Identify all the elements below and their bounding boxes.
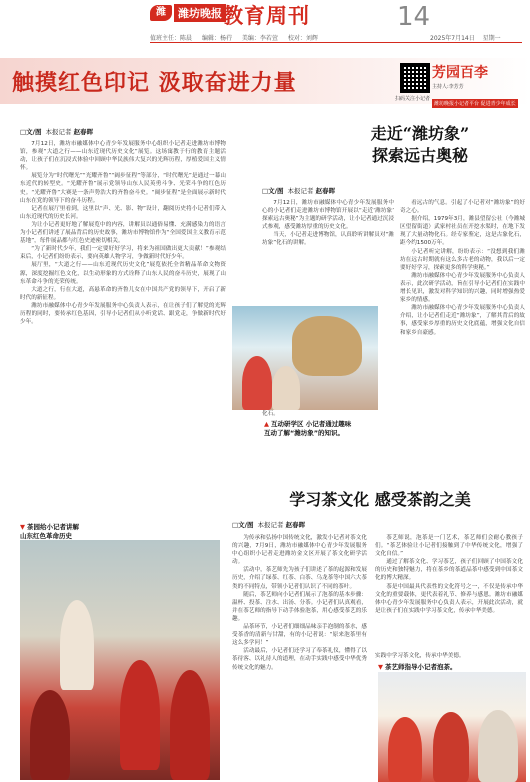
article3-paragraph: 通过了解茶文化、学习茶艺，孩子们回顾了中国茶文化的历史和独特魅力，将在茶乡的茶道品茶中感受到中国茶文化的博大精深。 <box>375 559 523 582</box>
article3-paragraph: 茶是中国最具代表性的文化符号之一，不仅是传承中华文化的重要载体，更代表着礼节、修养与感恩。潍坊市融媒体中心青少年发展服务中心负责人表示，开展此次活动，就是让孩子们在实践中学习茶文化，传承中华美德。 <box>375 583 523 614</box>
byline-reporter: 本报记者 <box>257 521 284 529</box>
credit-proofreader: 校对：刘辉 <box>287 35 318 42</box>
byline-reporter: 本报记者 <box>287 187 314 195</box>
byline-name: 赵春晖 <box>73 128 94 136</box>
article2-title <box>325 123 515 167</box>
newspaper-name: 潍坊晚报 <box>174 4 226 22</box>
qr-code-icon[interactable] <box>400 63 430 93</box>
article2-paragraph: 看远古的气息。引起了小记者对“潍坊象”的好奇之心。 <box>400 200 525 215</box>
byline-reporter: 本报记者 <box>45 128 72 136</box>
caption-triangle-icon: ▲ <box>264 420 269 428</box>
article2-body-tail: 化石。 <box>262 411 279 416</box>
caption-triangle-icon: ▼ <box>20 523 25 531</box>
page-number: 14 <box>397 2 431 32</box>
photo-museum-guide <box>20 540 220 780</box>
photo-tea-class <box>378 672 526 782</box>
byline-prefix: □文/图 <box>262 187 284 195</box>
photo1-caption-line2: 山东红色革命历史 <box>20 532 72 540</box>
article2-paragraph: 7月12日，潍坊市融媒体中心青少年发展服务中心的小记者们走进潍坊市博物馆开展以“走近‘潍坊象’ 探索远古奥秘”为主题的研学活动，让小记者通过沉浸式参观，感受潍坊厚重的历史文化。 <box>262 200 394 231</box>
credit-editor: 编辑：杨荇 <box>201 35 232 42</box>
photo2-caption <box>264 420 351 438</box>
byline-name: 赵春晖 <box>315 187 336 195</box>
newspaper-logo-icon: 潍 <box>150 5 172 21</box>
photo-elephant-fossil <box>232 306 378 410</box>
article1-paragraph: 展厅里，“大道之行——山东近现代历史文化”展览依托全省精品革命文物资源，深度挖掘红色文化，以生动形象的方式诠释了山东人民的奋斗历史，展现了山东革命斗争的光荣传统。 <box>20 262 226 285</box>
article3-paragraph: 品茶环节，小记者们细细品味亲手泡制的茶水，感受茶香的清新与甘甜，有的小记者说：“原来泡茶里有这么多学问！” <box>232 624 367 647</box>
article1-paragraph: “为了新时代少年，我们一定要好好学习，将来为祖国做出更大贡献！”参观结束后，小记者们纷纷表示，要向英雄人物学习，争做新时代好少年。 <box>20 246 226 261</box>
photo-fossil <box>292 316 362 376</box>
article3-body-col2 <box>375 534 523 652</box>
article2-title-line2: 探索远古奥秘 <box>371 146 468 165</box>
masthead <box>0 0 530 44</box>
photo1-caption <box>20 523 79 541</box>
promo-host: 主持人:李芳芳 <box>432 84 464 90</box>
article2-byline <box>262 186 339 195</box>
section-title: 教育周刊 <box>222 3 310 28</box>
article2-title-line1: 走近“潍坊象” <box>370 124 470 143</box>
article3-paragraph: 活动最后，小记者们还学习了奉茶礼仪，懂得了以茶待客、以礼待人的道理，在动手实践中感受中华优秀传统文化的魅力。 <box>232 648 367 671</box>
article1-paragraph: 大道之行，行在大道，高悬革命的齐鲁儿女在中国共产党的领导下，开启了新时代的新征程。 <box>20 286 226 301</box>
article3-paragraph: 随后，茶艺师向小记者们展示了泡茶的基本步骤：温杯、投茶、注水、出汤、分茶。小记者们认真观看，并在茶艺师的指导下动手体验泡茶，用心感受茶艺的乐趣。 <box>232 591 367 622</box>
dateline <box>430 33 507 42</box>
photo-figure <box>478 710 518 782</box>
photo-figure <box>120 660 160 770</box>
promo-tagline: 潍坊晚报小记者平台 促进青少年成长 <box>434 101 516 107</box>
article1-body <box>20 140 226 520</box>
newspaper-brand <box>150 4 226 22</box>
article2-paragraph: 据介绍，1979年3月，潍县望留公社（今潍城区望留街道）武家村社员在开挖水渠时，在地下发现了大量动物化石。经专家鉴定，这是古象化石，距今约1500万年。 <box>400 216 525 247</box>
article1-paragraph: 展览分为“时代曙光”“光耀齐鲁”“阔步征程”等部分，“时代曙光”是通过一幕山东近代的转型史。“光耀齐鲁”展示党领导山东人民英勇斗争、光荣斗争的红色历史。“光耀齐鲁”大赛是一条声势浩大的齐鲁奋斗史。“阔步征程”是全面展示新时代山东在党的领导下的奋斗历程。 <box>20 173 226 204</box>
byline-name: 赵春晖 <box>285 521 306 529</box>
article1-paragraph: 为让小记者更好地了解展览中的内容，讲解员以通俗易懂、充满感染力的语言为小记者们讲述了展品背后的历史故事，潍坊市博物馆作为“全国爱国主义教育示范基地”，每件展品都与红色史迹密切相关。 <box>20 221 226 245</box>
byline-prefix: □文/图 <box>232 521 254 529</box>
photo-figure <box>272 366 300 410</box>
photo-figure <box>433 712 469 782</box>
photo-figure <box>242 356 272 410</box>
article1-paragraph: 潍坊市融媒体中心青少年发展服务中心负责人表示，在让孩子们了解党的光辉历程的同时，要传承红色基因，引导小记者们从小听党话、跟党走，争做新时代好少年。 <box>20 302 226 326</box>
issue-weekday: 星期一 <box>482 35 501 42</box>
article2-paragraph: 潍坊市融媒体中心青少年发展服务中心负责人介绍，让小记者们走近“潍坊象”，了解其背后的故事，感受家乡厚重的历史文化底蕴，增强文化自信和家乡自豪感。 <box>400 305 525 336</box>
credit-duty-editor: 值班主任：陈晨 <box>150 35 193 42</box>
qr-caption: 扫码关注小记者 <box>395 96 431 102</box>
photo3-caption <box>378 663 457 672</box>
photo-figure <box>60 600 94 690</box>
article3-paragraph: 为传承和弘扬中国传统文化，激发小记者对茶文化的兴趣，7月9日，潍坊市融媒体中心青少年发展服务中心组织小记者走进潍坊金文区开展了茶文化研学活动。 <box>232 535 367 566</box>
article2-paragraph: 当天，小记者走进博物馆，认真聆听讲解员对“潍坊象”化石的讲解。 <box>262 232 394 247</box>
issue-date: 2025年7月14日 <box>430 35 475 42</box>
article3-title: 学习茶文化 感受茶韵之美 <box>289 490 471 509</box>
photo-figure <box>388 717 422 782</box>
article3-body-col1 <box>232 534 367 782</box>
article2-paragraph: 潍坊市融媒体中心青少年发展服务中心负责人表示，此次研学活动，旨在引导小记者们在实践中增长见识，激发对科学知识的兴趣，同时增强热爱家乡的情感。 <box>400 272 525 304</box>
photo-figure <box>30 690 70 780</box>
article1-paragraph: 记者在展厅里看到，这里以“声、光、影、物”设计，翻阅历史将小记者们带入山东近现代的历史长河。 <box>20 205 226 220</box>
article3-byline <box>232 520 309 529</box>
photo-figure <box>170 670 210 780</box>
article1-paragraph: 7月12日，潍坊市融媒体中心青少年发展服务中心组织小记者走进潍坊市博物馆，参观“大道之行——山东近现代历史文化”展览。这场寓教于行的教育主题活动，让孩子们在沉浸式体验中回顾中华民族伟大复兴的光辉历程，厚植爱国主义情怀。 <box>20 141 226 172</box>
photo3-caption-text: 茶艺师指导小记者泡茶。 <box>385 663 457 671</box>
masthead-divider <box>150 42 522 43</box>
photo2-caption-line2: 互动了解“潍坊象”的知识。 <box>264 429 345 437</box>
article3-body-tail: 实践中学习茶文化，传承中华美德。 <box>375 653 465 659</box>
photo1-caption-line1: 茶园给小记者讲解 <box>27 523 79 531</box>
banner-headline: 触摸红色印记 汲取奋进力量 <box>12 70 297 96</box>
article3-paragraph: 活动中，茶艺师先为孩子们讲述了茶的起源和发展历史，介绍了绿茶、红茶、白茶、乌龙茶等中国六大茶类的不同特点，带领小记者们认识了不同的茶叶。 <box>232 567 367 590</box>
article2-body-col1 <box>262 199 394 303</box>
article3-paragraph: 茶艺师说，泡茶是一门艺术，茶艺师们会耐心教孩子们。“茶艺体验让小记者们接触到了中华传统文化，增强了文化自信。” <box>375 535 523 558</box>
promo-title: 芳园百李 <box>432 65 488 81</box>
column-promo <box>432 62 518 109</box>
credit-designer: 美编：李若萱 <box>241 35 278 42</box>
article1-byline <box>20 127 97 136</box>
article2-paragraph: 小记者听完讲解，纷纷表示：“没想到我们潍坊在远古时期就有这么多古老的动物，我以后一定要好好学习，探索更多的科学奥秘。” <box>400 248 525 271</box>
editor-credits <box>150 33 326 42</box>
caption-triangle-icon: ▼ <box>378 663 383 671</box>
photo2-caption-line1: 互动研学区 小记者通过趣味 <box>271 420 352 428</box>
byline-prefix: □文/图 <box>20 128 42 136</box>
